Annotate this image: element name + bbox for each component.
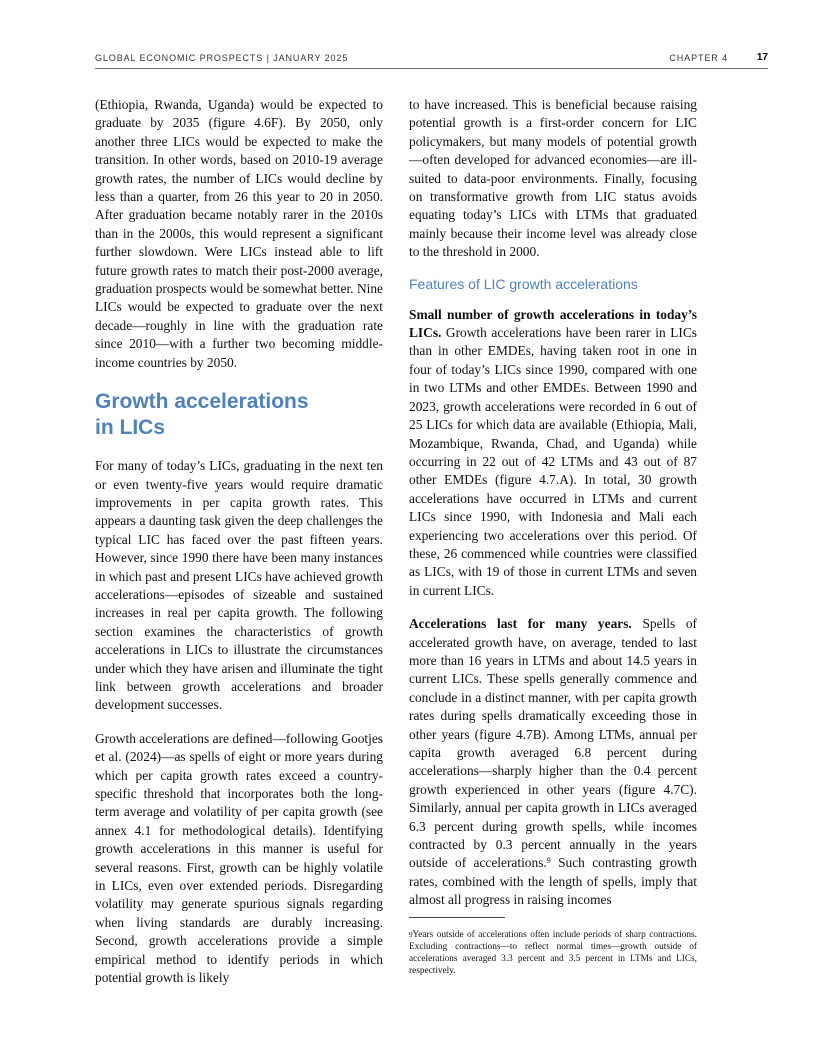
paragraph-body-accelerations-last-a: Spells of accelerated growth have, on average, tended to last more than 16 years in LTMs and about 14.5 years in current LICs. These spells generally commence and conclude in a distinct manner, with per capita growth rates during spells dramatically exceeding those in other years (figure 4.7B). Among LTMs, annual per capita growth averaged 6.8 percent during accelerations—sharply higher than the 0.4 percent growth experienced in other years (figure 4.7C). Similarly, annual per capita growth in LICs averaged 6.3 percent during growth spells, while incomes contracted by 0.3 percent annually in the years outside of accelerations. <box>409 616 698 871</box>
right-column <box>409 96 697 927</box>
paragraph-lead-accelerations-last: Accelerations last for many years. <box>409 616 632 632</box>
chapter-label: CHAPTER 4 <box>669 53 728 63</box>
subsection-heading: Features of LIC growth accelerations <box>409 275 638 292</box>
section-heading <box>95 389 383 441</box>
paragraph-growth-intro: For many of today’s LICs, graduating in the next ten or even twenty-five years would require dramatic improvements in per capita growth rates. This appears a daunting task given the deep challenges the typical LIC has faced over the past fifteen years. However, since 1990 there have been many instances in which past and present LICs have achieved growth accelerations—episodes of sizeable and sustained increases in real per capita growth. The following section examines the characteristics of growth accelerations in LICs to illustrate the circumstances under which they have arisen and illuminate the tight link between growth accelerations and broader development successes. <box>95 458 383 713</box>
footnote <box>409 929 697 977</box>
running-header <box>95 52 768 69</box>
paragraph-body-small-number: Growth accelerations have been rarer in LICs than in other EMDEs, having taken root in one in four of today’s LICs since 1990, compared with one in two LTMs and other EMDEs. Between 1990 and 2023, growth accelerations were recorded in 6 out of 25 LICs for which data are available (Ethiopia, Mali, Mozambique, Rwanda, Chad, and Uganda) while occurring in 22 out of 42 LTMs and 43 out of 87 other EMDEs (figure 4.7.A). In total, 30 growth accelerations have occurred in LTMs and current LICs since 1990, with Indonesia and Mali each experiencing two accelerations over this period. Of these, 26 commenced while countries were classified as LICs, with 19 of those in current LTMs and seven in current LICs. <box>409 325 697 598</box>
paragraph-accelerations-last <box>409 615 697 910</box>
footnote-marker: 9 <box>409 931 413 939</box>
footnote-text: Years outside of accelerations often include periods of sharp contractions. Excluding contractions—to reflect normal times—growth outside of accelerations averaged 3.3 percent and 3.5 percent in LTMs and LICs, respectively. <box>409 930 697 976</box>
paragraph-lead-small-number: Small number of growth accelerations in today’s LICs. <box>409 306 697 341</box>
paragraph-growth-definition: Growth accelerations are defined—following Gootjes et al. (2024)—as spells of eight or more years during which per capita growth rates exceed a country-specific threshold that incorporates both the long-term average and volatility of per capita growth (see annex 4.1 for methodological details). Identifying growth accelerations in this manner is useful for several reasons. First, growth can be highly volatile in LICs, even over extended periods. Disregarding volatility may generate spurious signals regarding when living standards are durably increasing. Second, growth accelerations provide a simple empirical method to identify periods in which potential growth is likely <box>95 730 383 986</box>
footnote-divider <box>409 917 505 918</box>
left-column <box>95 96 383 1004</box>
section-heading-line-1: Growth accelerations <box>95 390 309 414</box>
footnote-reference[interactable]: 9 <box>546 856 551 866</box>
paragraph-small-number <box>409 306 697 601</box>
paragraph-body-accelerations-last-b: Such contrasting growth rates, combined with the length of spells, imply that almost all progress in raising incomes <box>409 855 697 908</box>
publication-title: GLOBAL ECONOMIC PROSPECTS | JANUARY 2025 <box>95 53 349 63</box>
section-heading-line-2: in LICs <box>95 416 166 440</box>
paragraph-potential-growth: to have increased. This is beneficial because raising potential growth is a first-order concern for LIC policymakers, but many models of potential growth—often developed for advanced economies—are ill-suited to data-poor environments. Finally, focusing on transformative growth from LIC status avoids equating today’s LICs with LTMs that graduated mainly because their income level was already close to the threshold in 2000. <box>409 97 697 260</box>
paragraph-graduation-outlook: (Ethiopia, Rwanda, Uganda) would be expected to graduate by 2035 (figure 4.6F). By 2050, only another three LICs would be expected to make the transition. In other words, based on 2010-19 average growth rates, the number of LICs would decline by less than a quarter, from 26 this year to 20 in 2050. After graduation became notably rarer in the 2010s than in the 2000s, this would represent a significant further slowdown. Were LICs instead able to lift future growth rates to match their post-2000 average, graduation prospects would be somewhat better. Nine LICs would be expected to graduate over the next decade—roughly in line with the graduation rate since 2010—with a further two becoming middle-income countries by 2050. <box>95 97 383 370</box>
page-number: 17 <box>756 52 768 63</box>
